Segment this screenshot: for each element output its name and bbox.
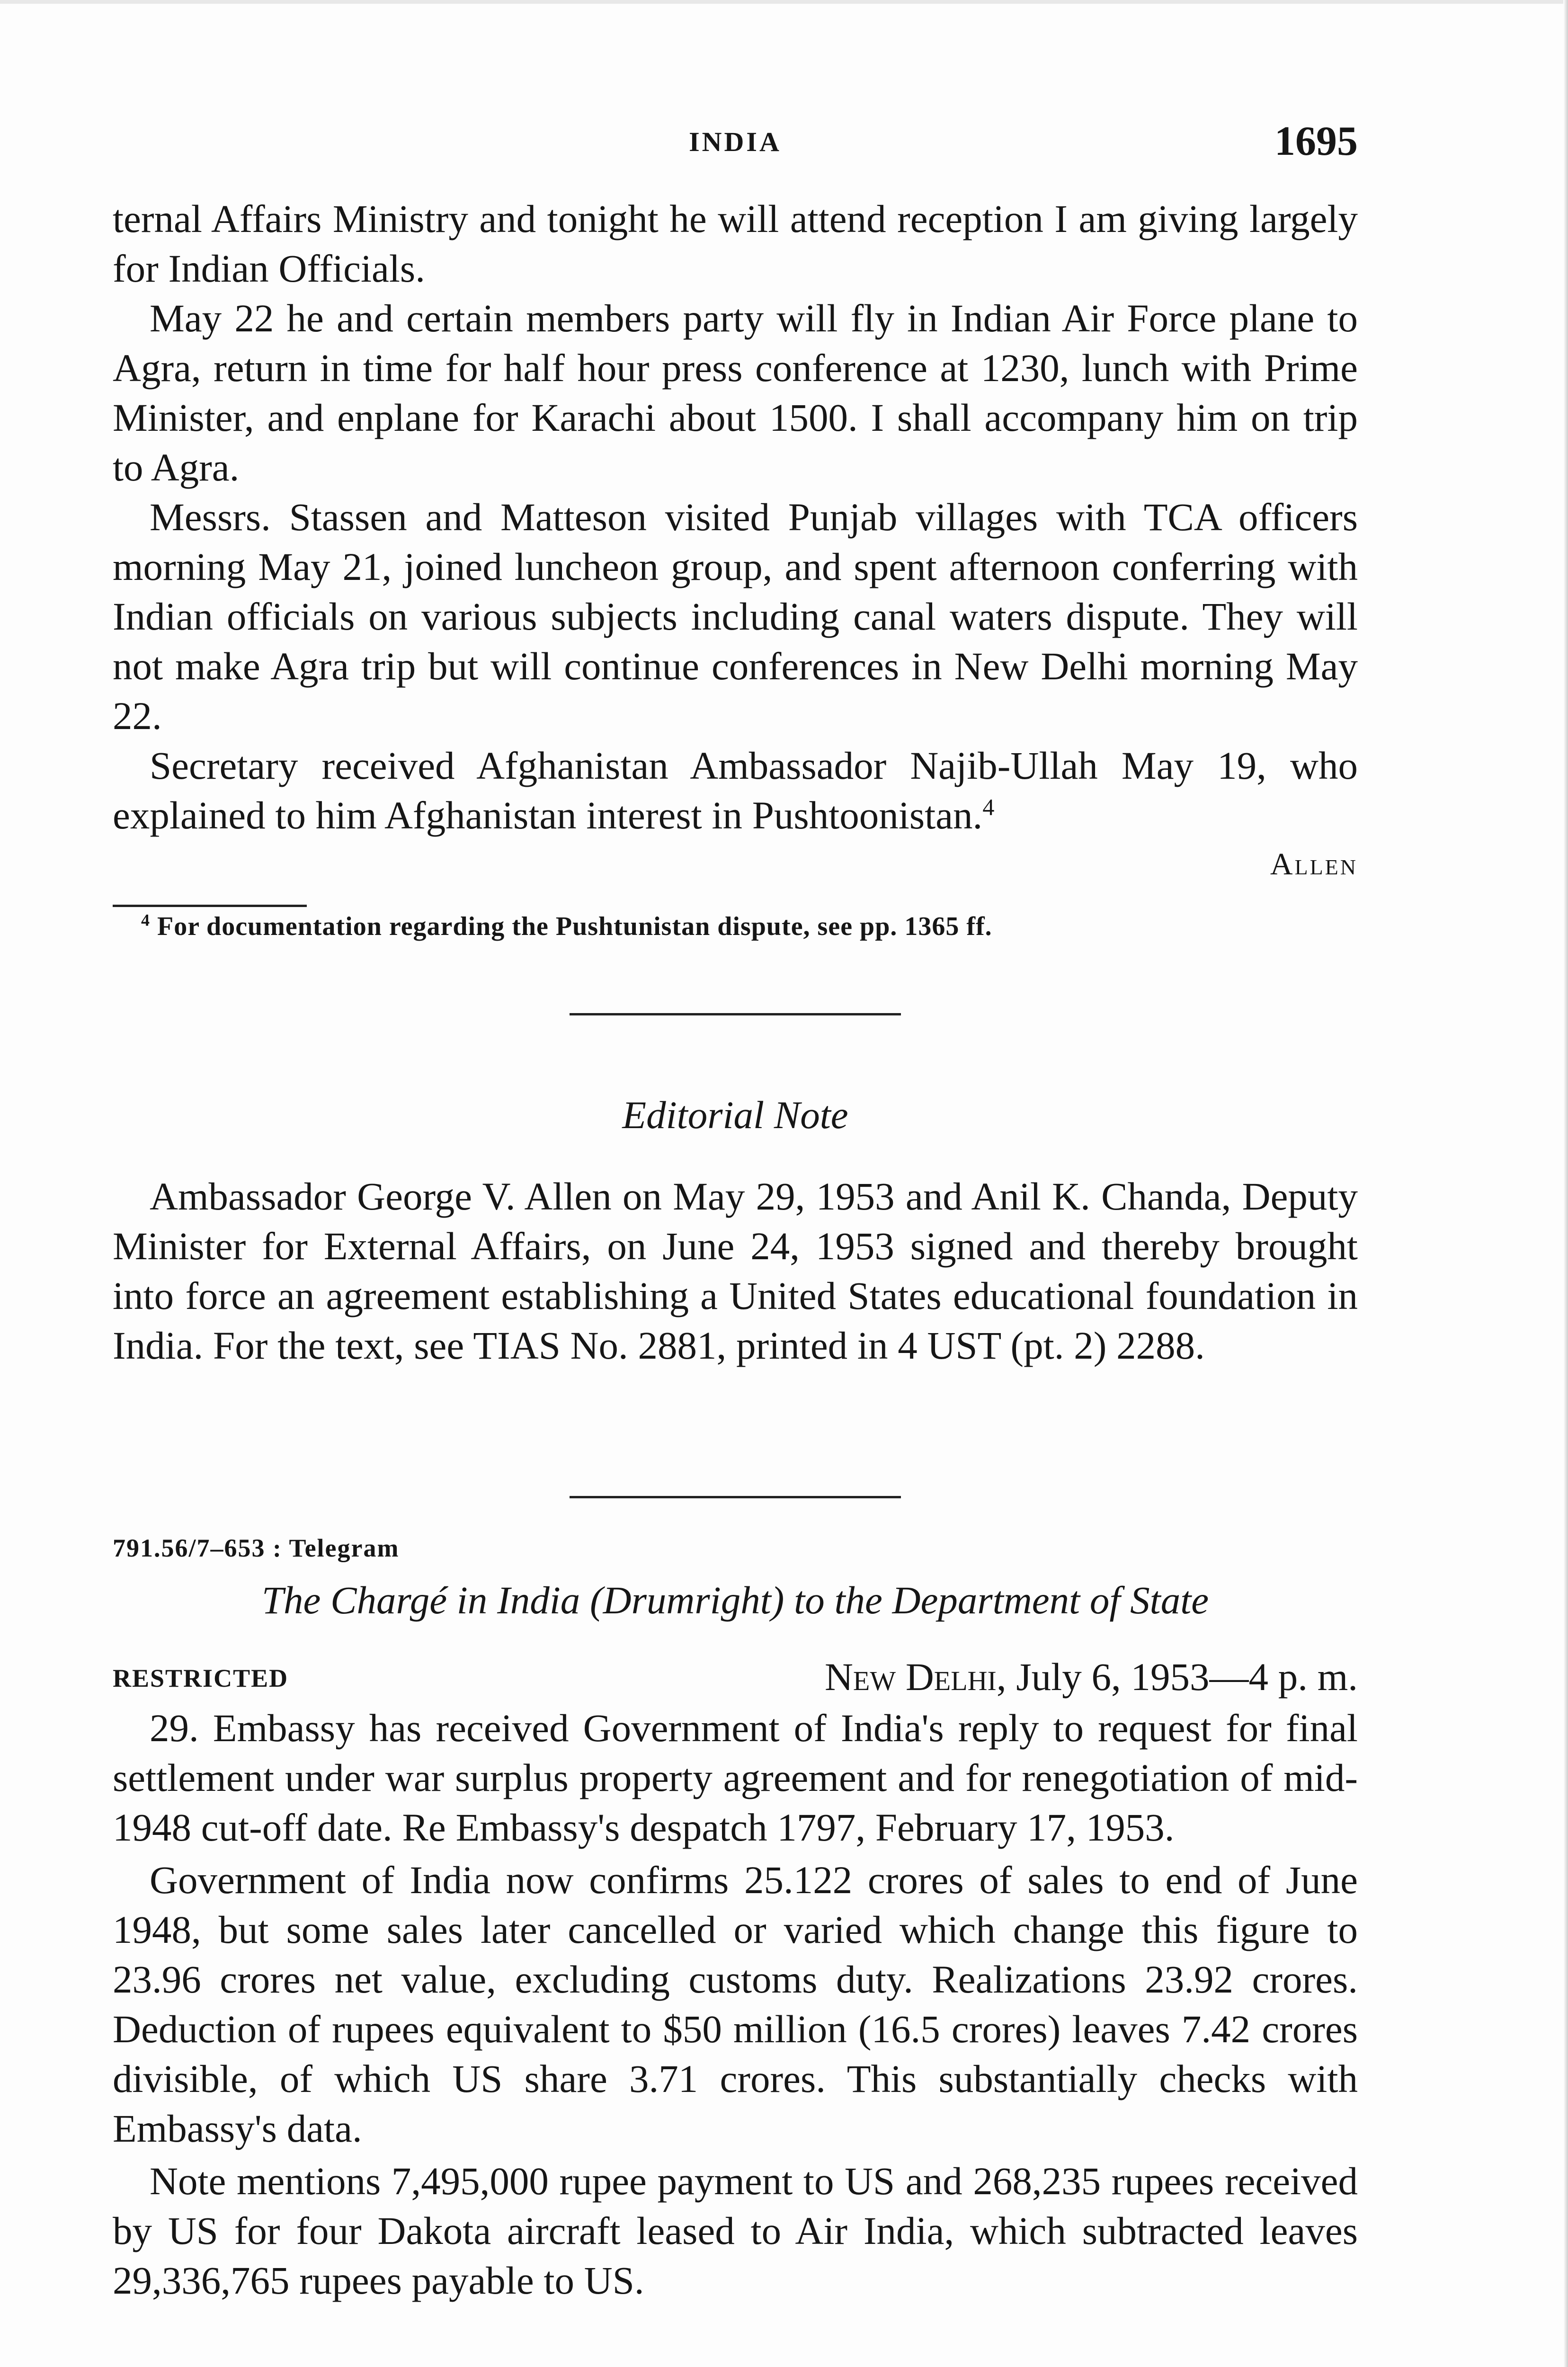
section-divider [570, 1496, 901, 1498]
date: , July 6, 1953—4 p. m. [996, 1655, 1358, 1699]
signature: Allen [1270, 847, 1358, 881]
paragraph [113, 741, 1358, 840]
paragraph: 29. Embassy has received Government of India's reply to request for final settlement under war surplus property agreement and for renegotiation of mid-1948 cut-off date. Re Embassy's despatch 1797, February 17, 1953. [113, 1706, 1358, 1849]
paragraph: Government of India now confirms 25.122 crores of sales to end of June 1948, but some sales later cancelled or varied which change this figure to 23.96 crores net value, excluding customs duty. Realizations 23.92 crores. Deduction of rupees equivalent to $50 million (16.5 crores) leaves 7.42 crores divisible, of which US share 3.71 crores. This substantially checks with Embassy's data. [113, 1858, 1358, 2150]
editorial-note-heading: Editorial Note [622, 1093, 848, 1137]
section-divider [570, 1013, 901, 1015]
dateline [113, 1652, 1358, 1700]
classification: RESTRICTED [113, 1664, 289, 1692]
paragraph: Messrs. Stassen and Matteson visited Punjab villages with TCA officers morning May 21, joined luncheon group, and spent afternoon conferring with Indian officials on various subjects including canal waters dispute. They will not make Agra trip but will continue conferences in New Delhi morning May 22. [113, 495, 1358, 738]
file-reference: 791.56/7–653 : Telegram [113, 1534, 400, 1562]
document-title: The Chargé in India (Drumright) to the Department of State [261, 1578, 1209, 1622]
telegram-continuation [113, 194, 1358, 943]
footnote-reference: 4 [982, 793, 995, 820]
paragraph: May 22 he and certain members party will fly in Indian Air Force plane to Agra, return in time for half hour press conference at 1230, lunch with Prime Minister, and enplane for Karachi about 1500. I shall accompany him on trip to Agra. [113, 296, 1358, 489]
footnote [113, 910, 1358, 943]
telegram [113, 1496, 1358, 2305]
editorial-note-text: Ambassador George V. Allen on May 29, 1953 and Anil K. Chanda, Deputy Minister for External Affairs, on June 24, 1953 signed and thereby brought into force an agreement establishing a United States educational foundation in India. For the text, see TIAS No. 2881, printed in 4 UST (pt. 2) 2288. [113, 1175, 1358, 1367]
scan-edge [0, 0, 1568, 4]
paragraph: ternal Affairs Ministry and tonight he will attend reception I am giving largely for Indian Officials. [113, 197, 1358, 290]
running-head [113, 117, 1358, 164]
page-number: 1695 [1274, 118, 1358, 164]
footnote-rule [113, 905, 307, 907]
place: New Delhi [824, 1655, 997, 1699]
footnote-marker: 4 [141, 910, 150, 930]
place-date [825, 1654, 1358, 1700]
paragraph: Note mentions 7,495,000 rupee payment to US and 268,235 rupees received by US for four Dakota aircraft leased to Air India, which subtracted leaves 29,336,765 rupees payable to US. [113, 2159, 1358, 2302]
paragraph-text: Secretary received Afghanistan Ambassador Najib-Ullah May 19, who explained to him Afghanistan interest in Pushtoonistan. [113, 744, 1358, 837]
running-title: INDIA [689, 126, 782, 157]
scan-edge [1563, 0, 1568, 2367]
editorial-note [113, 1013, 1358, 1370]
footnote-text: For documentation regarding the Pushtunistan dispute, see pp. 1365 ff. [157, 912, 992, 941]
